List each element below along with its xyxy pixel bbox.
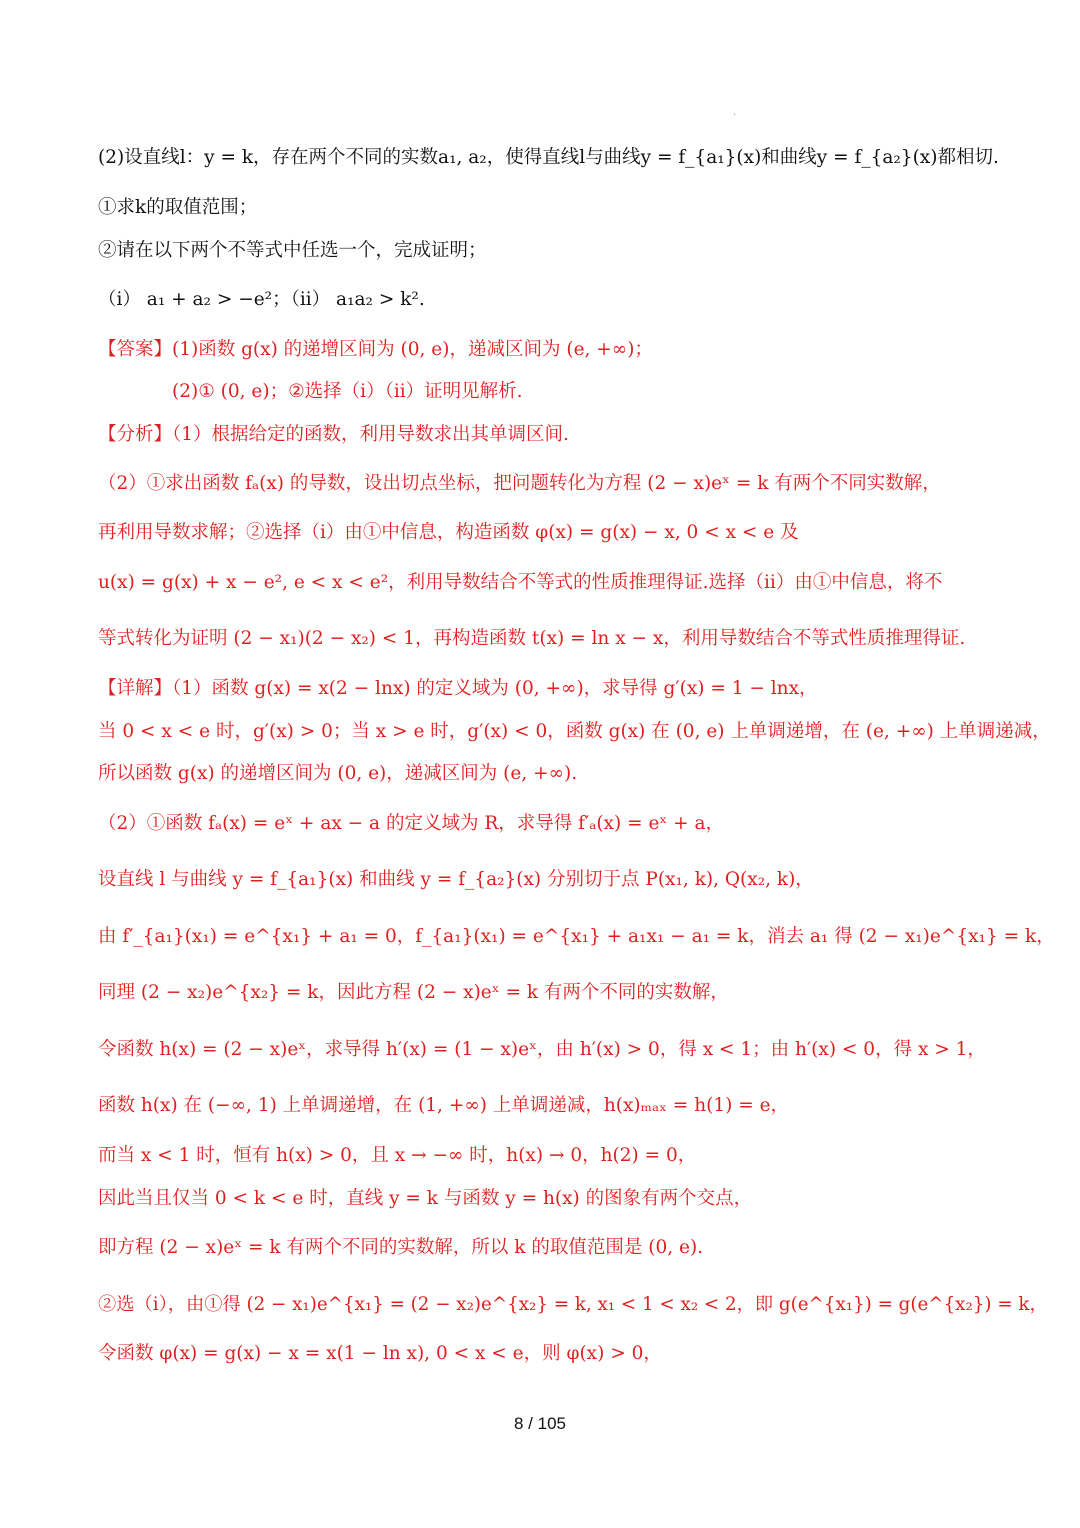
detail-line-8: 令函数 h(x) = (2 − x)eˣ，求导得 h′(x) = (1 − x)eˣ，由 h′(x) > 0，得 x < 1；由 h′(x) < 0，得 x > 1， xyxy=(98,1039,986,1060)
detail-line-14: 令函数 φ(x) = g(x) − x = x(1 − ln x), 0 < x < e，则 φ(x) > 0， xyxy=(98,1343,662,1364)
analysis-line-4: u(x) = g(x) + x − e², e < x < e²，利用导数结合不等式的性质推理得证.选择（ii）由①中信息，将不 xyxy=(98,572,943,593)
answer-line-1: 【答案】(1)函数 g(x) 的递增区间为 (0, e)，递减区间为 (e, +∞)； xyxy=(98,339,653,360)
detail-line-2: 当 0 < x < e 时，g′(x) > 0；当 x > e 时，g′(x) < 0，函数 g(x) 在 (0, e) 上单调递增，在 (e, +∞) 上单调递减， xyxy=(98,721,1051,742)
analysis-line-1: 【分析】（1）根据给定的函数，利用导数求出其单调区间. xyxy=(98,424,569,445)
inequality-options: （i） a₁ + a₂ > −e²；（ii） a₁a₂ > k². xyxy=(98,289,425,310)
detail-line-11: 因此当且仅当 0 < k < e 时，直线 y = k 与函数 y = h(x) 的图象有两个交点， xyxy=(98,1188,753,1209)
detail-line-12: 即方程 (2 − x)eˣ = k 有两个不同的实数解，所以 k 的取值范围是 (0, e). xyxy=(98,1237,704,1258)
detail-line-13: ②选（i），由①得 (2 − x₁)e^{x₁} = (2 − x₂)e^{x₂} = k, x₁ < 1 < x₂ < 2，即 g(e^{x₁}) = g(e^{x₂}) = k， xyxy=(98,1294,1048,1315)
question-part-2: (2)设直线l：y = k，存在两个不同的实数a₁, a₂，使得直线l与曲线y = f_{a₁}(x)和曲线y = f_{a₂}(x)都相切. xyxy=(98,147,999,168)
detail-line-4: （2）①函数 fₐ(x) = eˣ + ax − a 的定义域为 R，求导得 f′ₐ(x) = eˣ + a， xyxy=(98,813,725,834)
detail-line-5: 设直线 l 与曲线 y = f_{a₁}(x) 和曲线 y = f_{a₂}(x) 分别切于点 P(x₁, k), Q(x₂, k)， xyxy=(98,869,814,890)
analysis-line-3: 再利用导数求解；②选择（i）由①中信息，构造函数 φ(x) = g(x) − x, 0 < x < e 及 xyxy=(98,522,799,543)
page-number: 8 / 105 xyxy=(514,1414,566,1433)
detail-line-9: 函数 h(x) 在 (−∞, 1) 上单调递增，在 (1, +∞) 上单调递减，h(x)ₘₐₓ = h(1) = e， xyxy=(98,1095,790,1116)
stray-dot: . xyxy=(733,107,737,118)
subquestion-2: ②请在以下两个不等式中任选一个，完成证明； xyxy=(98,240,487,261)
detail-line-10: 而当 x < 1 时，恒有 h(x) > 0，且 x → −∞ 时，h(x) → 0，h(2) = 0， xyxy=(98,1145,697,1166)
detail-line-1: 【详解】（1）函数 g(x) = x(2 − lnx) 的定义域为 (0, +∞)，求导得 g′(x) = 1 − lnx， xyxy=(98,678,818,699)
answer-line-2: (2)① (0, e)；②选择（i）（ii）证明见解析. xyxy=(172,381,523,402)
analysis-line-5: 等式转化为证明 (2 − x₁)(2 − x₂) < 1，再构造函数 t(x) = ln x − x，利用导数结合不等式性质推理得证. xyxy=(98,628,966,649)
subquestion-1: ①求k的取值范围； xyxy=(98,197,258,218)
detail-line-3: 所以函数 g(x) 的递增区间为 (0, e)，递减区间为 (e, +∞). xyxy=(98,763,578,784)
detail-line-6: 由 f′_{a₁}(x₁) = e^{x₁} + a₁ = 0，f_{a₁}(x₁) = e^{x₁} + a₁x₁ − a₁ = k，消去 a₁ 得 (2 − x₁)e^{x₁} = k， xyxy=(98,926,1055,947)
detail-line-7: 同理 (2 − x₂)e^{x₂} = k，因此方程 (2 − x)eˣ = k 有两个不同的实数解， xyxy=(98,982,729,1003)
analysis-line-2: （2）①求出函数 fₐ(x) 的导数，设出切点坐标，把问题转化为方程 (2 − x)eˣ = k 有两个不同实数解， xyxy=(98,473,941,494)
